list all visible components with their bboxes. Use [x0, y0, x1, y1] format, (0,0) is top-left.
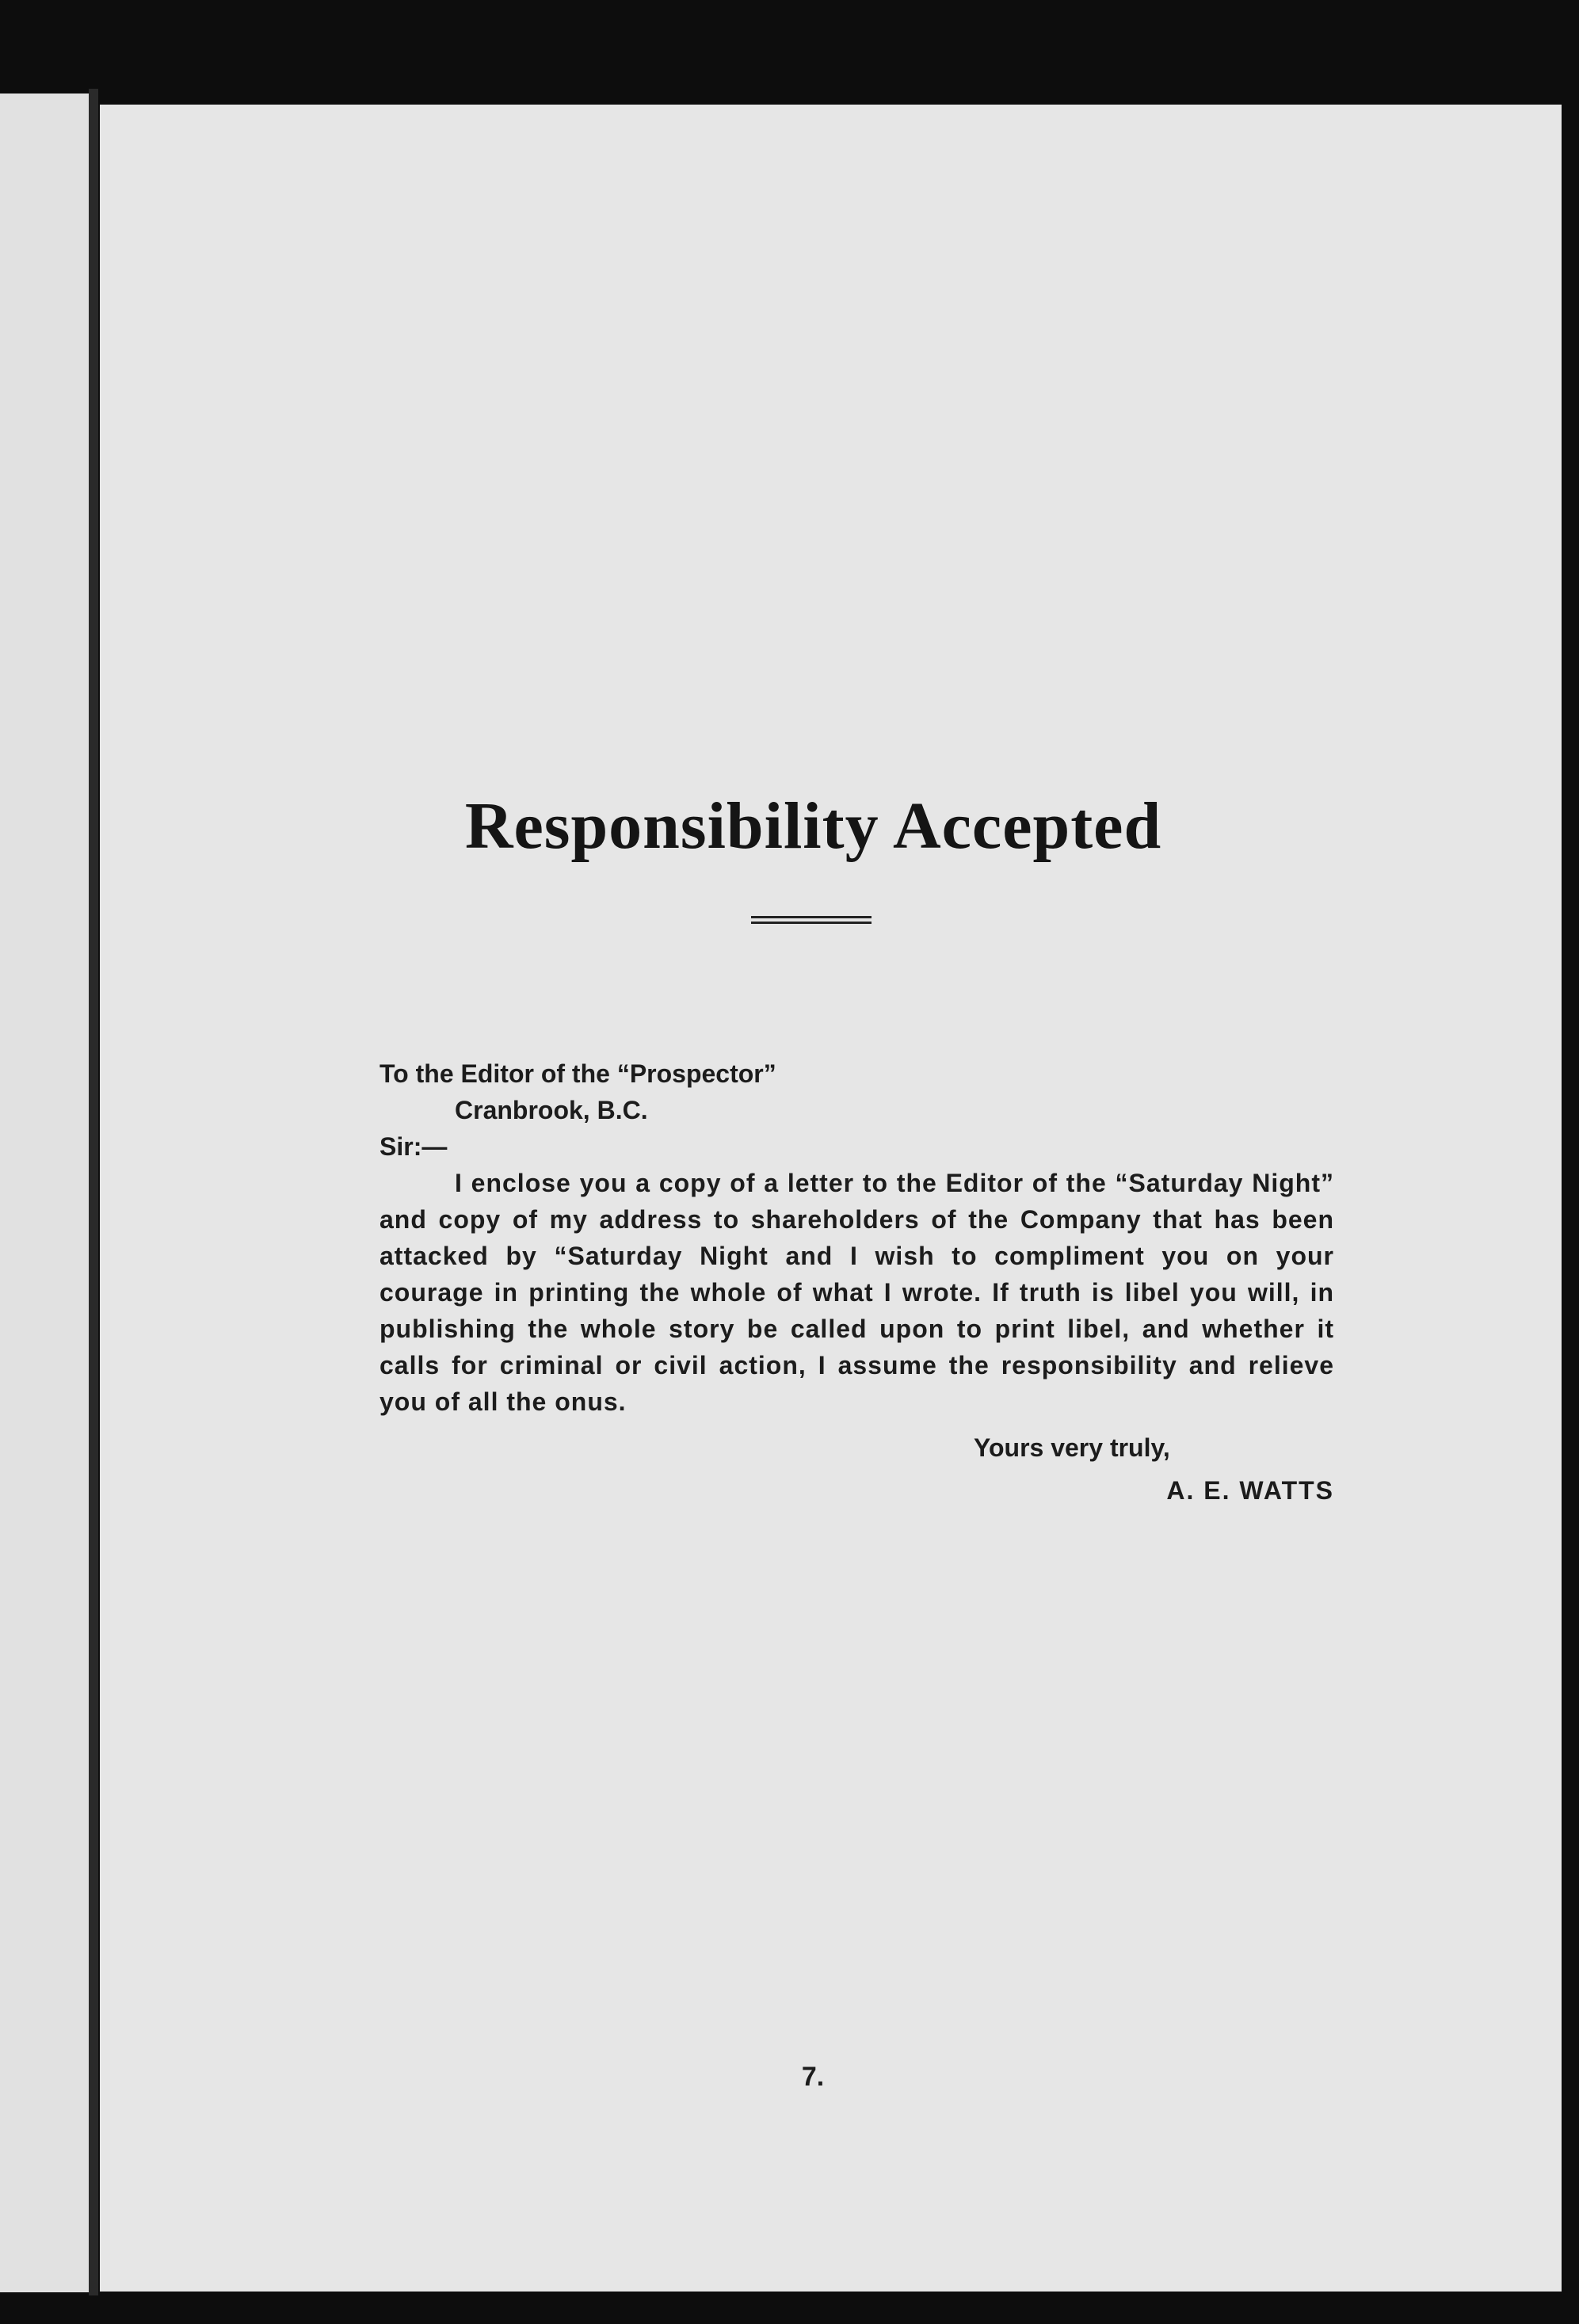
signature: A. E. WATTS [1166, 1476, 1334, 1505]
document-title: Responsibility Accepted [464, 789, 1162, 863]
page-number: 7. [801, 2062, 825, 2092]
closing: Yours very truly, [974, 1433, 1170, 1462]
previous-page-edge [0, 93, 93, 2292]
letter-paragraph: I enclose you a copy of a letter to the Editor of the “Saturday Night” and copy of my address to shareholders of the Company that has been attacked by “Saturday Night and I wish to compliment you on your courage in printing the whole of what I wrote. If truth is libel you will, in publishing the whole story be called upon to print libel, and whether it calls for criminal or civil action, I assume the responsibility and relieve you of all the onus. [379, 1169, 1334, 1416]
salutation: Sir:— [379, 1132, 448, 1161]
page-binding-shadow [89, 89, 98, 2295]
address-line-location: Cranbrook, B.C. [455, 1096, 648, 1124]
document-page [100, 105, 1562, 2292]
letter-body [379, 1055, 1334, 1509]
address-line-recipient: To the Editor of the “Prospector” [379, 1059, 776, 1088]
title-double-rule [751, 916, 872, 924]
